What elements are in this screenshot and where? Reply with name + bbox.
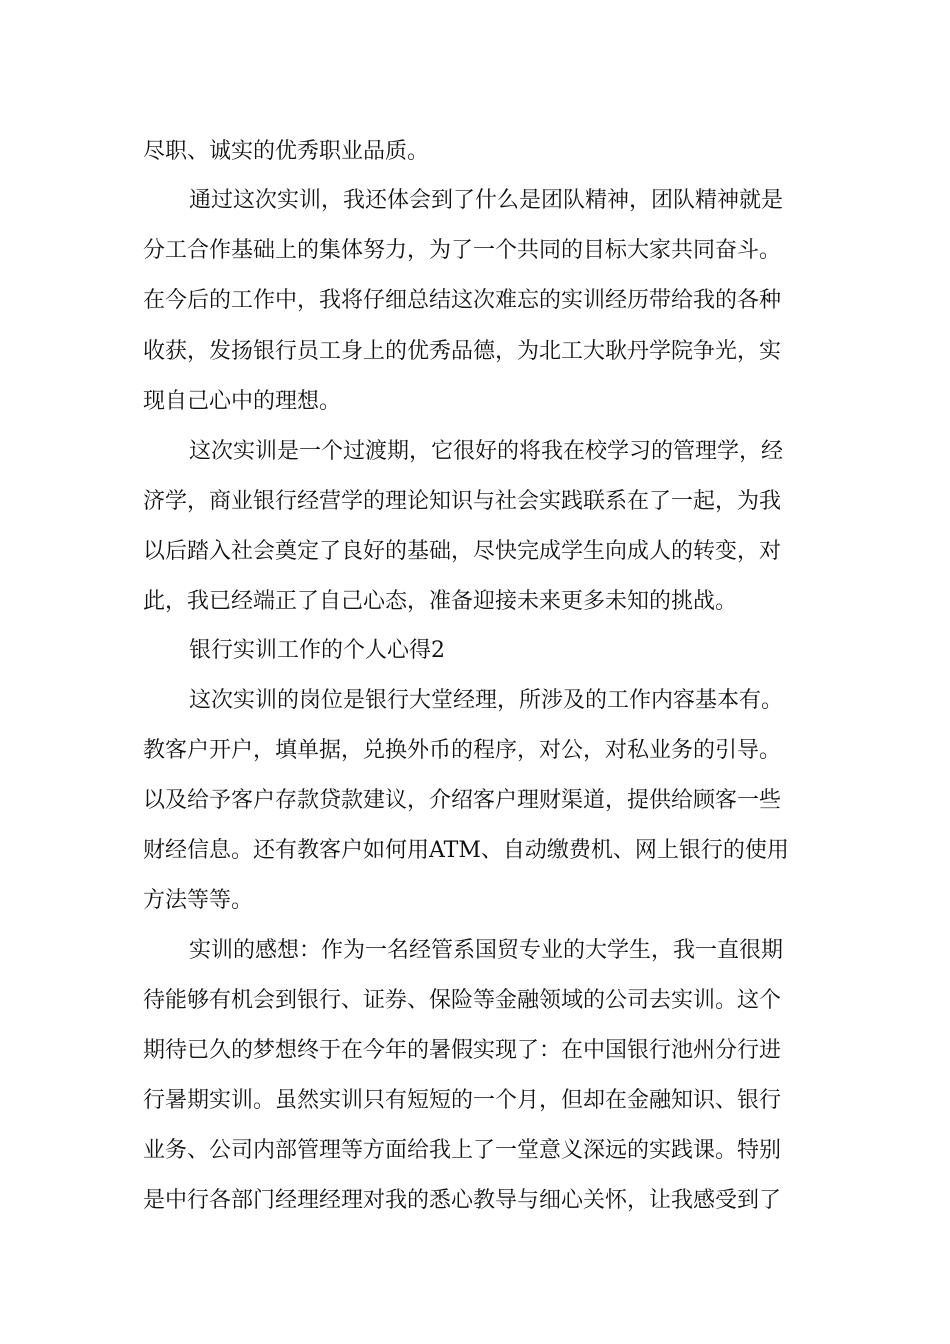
text-line: 是中行各部门经理经理对我的悉心教导与细心关怀，让我感受到了 (143, 1188, 782, 1213)
text-line: 教客户开户，填单据，兑换外币的程序，对公，对私业务的引导。 (143, 738, 782, 763)
text-line: 财经信息。还有教客户如何用ATM、自动缴费机、网上银行的使用 (143, 838, 789, 863)
text-line: 分工合作基础上的集体努力，为了一个共同的目标大家共同奋斗。 (143, 238, 782, 263)
text-line: 业务、公司内部管理等方面给我上了一堂意义深远的实践课。特别 (143, 1138, 782, 1163)
text-line: 方法等等。 (143, 888, 254, 913)
text-line: 通过这次实训，我还体会到了什么是团队精神，团队精神就是 (189, 188, 784, 213)
text-line: 行暑期实训。虽然实训只有短短的一个月，但却在金融知识、银行 (143, 1088, 782, 1113)
section-heading: 银行实训工作的个人心得2 (189, 638, 445, 663)
text-line: 尽职、诚实的优秀职业品质。 (143, 139, 430, 164)
text-line: 以后踏入社会奠定了良好的基础，尽快完成学生向成人的转变，对 (143, 539, 782, 564)
text-line: 现自己心中的理想。 (143, 389, 342, 414)
text-line: 济学，商业银行经营学的理论知识与社会实践联系在了一起，为我 (143, 489, 782, 514)
text-line: 收获，发扬银行员工身上的优秀品德，为北工大耿丹学院争光，实 (143, 339, 782, 364)
text-line: 此，我已经端正了自己心态，准备迎接未来更多未知的挑战。 (143, 589, 738, 614)
text-line: 在今后的工作中，我将仔细总结这次难忘的实训经历带给我的各种 (143, 288, 782, 313)
text-line: 以及给予客户存款贷款建议，介绍客户理财渠道，提供给顾客一些 (143, 788, 782, 813)
text-line: 待能够有机会到银行、证券、保险等金融领域的公司去实训。这个 (143, 988, 782, 1013)
text-line: 这次实训的岗位是银行大堂经理，所涉及的工作内容基本有。 (189, 688, 784, 713)
text-line: 期待已久的梦想终于在今年的暑假实现了：在中国银行池州分行进 (143, 1038, 782, 1063)
text-line: 实训的感想：作为一名经管系国贸专业的大学生，我一直很期 (189, 938, 784, 963)
text-line: 这次实训是一个过渡期，它很好的将我在校学习的管理学，经 (189, 439, 784, 464)
